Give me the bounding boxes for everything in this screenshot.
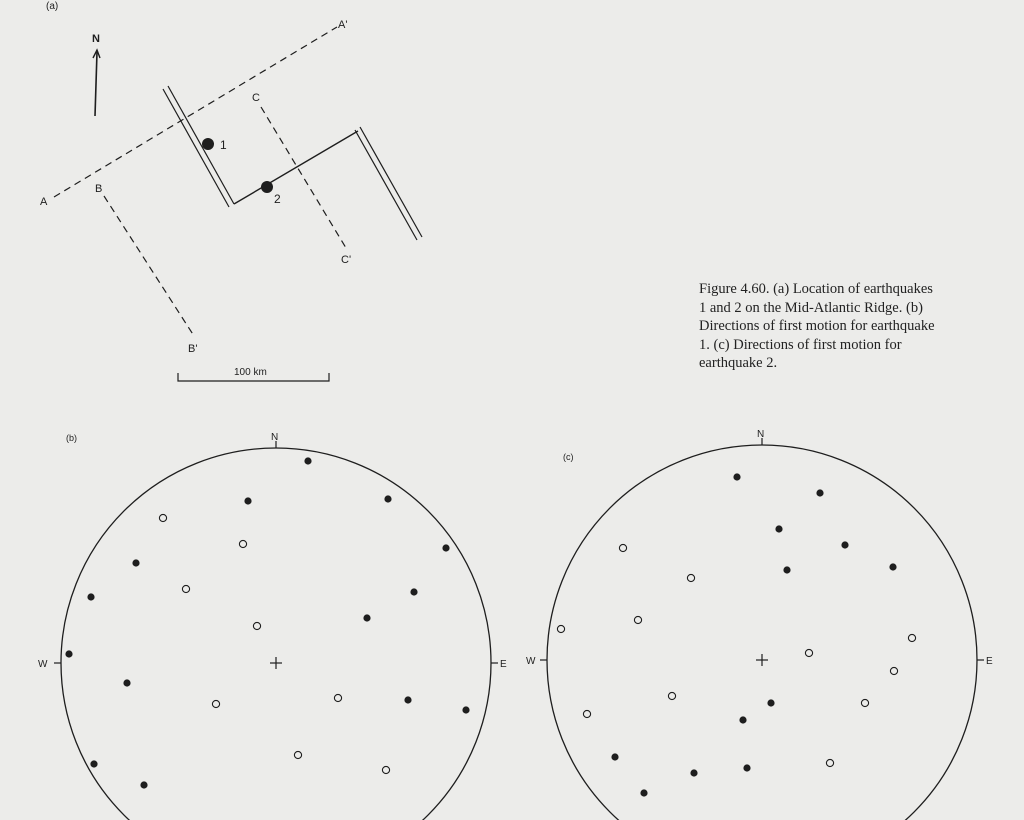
stereonet-c-compression-point <box>640 789 647 796</box>
stereonet-c-circle <box>547 445 977 820</box>
stereonet-c-west-label: W <box>526 656 536 667</box>
stereonet-b-dilatation-point <box>334 694 341 701</box>
stereonet-b-compression-point <box>404 696 411 703</box>
stereonet-b-compression-point <box>410 588 417 595</box>
stereonet-b-circle <box>61 448 491 820</box>
stereonet-b-compression-point <box>65 650 72 657</box>
panel-a-tag: (a) <box>46 1 59 12</box>
earthquake-2-marker <box>261 181 273 193</box>
stereonet-c-compression-point <box>783 566 790 573</box>
stereonet-b-east-label: E <box>500 659 507 670</box>
stereonet-c-points <box>557 473 915 796</box>
stereonet-c-dilatation-point <box>557 625 564 632</box>
north-arrow-icon <box>93 50 100 116</box>
profile-label-b-prime: B' <box>188 343 198 355</box>
stereonet-b-compression-point <box>462 706 469 713</box>
scale-bar-label: 100 km <box>234 367 267 378</box>
stereonet-c-compression-point <box>739 716 746 723</box>
stereonet-c-north-label: N <box>757 429 765 440</box>
stereonet-b-dilatation-point <box>182 585 189 592</box>
stereonet-c-dilatation-point <box>908 634 915 641</box>
panel-b-tag: (b) <box>66 433 77 443</box>
stereonet-c-dilatation-point <box>861 699 868 706</box>
earthquake-1-label: 1 <box>220 138 227 152</box>
panel-c-stereonet <box>526 429 993 820</box>
stereonet-c-compression-point <box>690 769 697 776</box>
stereonet-c-compression-point <box>733 473 740 480</box>
stereonet-b-compression-point <box>384 495 391 502</box>
stereonet-c-compression-point <box>767 699 774 706</box>
caption-line: 1. (c) Directions of first motion for <box>699 336 902 353</box>
caption-line: Directions of first motion for earthquake <box>699 318 935 334</box>
stereonet-c-compression-point <box>816 489 823 496</box>
stereonet-c-dilatation-point <box>668 692 675 699</box>
panel-b-stereonet <box>38 432 507 820</box>
stereonet-b-north-label: N <box>271 432 279 443</box>
stereonet-c-compression-point <box>889 563 896 570</box>
stereonet-b-dilatation-point <box>159 514 166 521</box>
stereonet-b-dilatation-point <box>294 751 301 758</box>
stereonet-b-compression-point <box>87 593 94 600</box>
stereonet-b-compression-point <box>90 760 97 767</box>
north-label: N <box>92 33 100 45</box>
stereonet-c-dilatation-point <box>619 544 626 551</box>
panel-c-tag: (c) <box>563 452 574 462</box>
earthquake-1-marker <box>202 138 214 150</box>
profile-line-bb <box>104 196 194 336</box>
profile-label-a-prime: A' <box>338 19 348 31</box>
panel-a-map <box>40 1 422 381</box>
stereonet-c-east-label: E <box>986 656 993 667</box>
stereonet-b-compression-point <box>244 497 251 504</box>
stereonet-b-dilatation-point <box>212 700 219 707</box>
stereonet-c-dilatation-point <box>687 574 694 581</box>
stereonet-c-dilatation-point <box>583 710 590 717</box>
stereonet-b-compression-point <box>140 781 147 788</box>
stereonet-b-dilatation-point <box>382 766 389 773</box>
stereonet-c-dilatation-point <box>805 649 812 656</box>
profile-label-a: A <box>40 196 48 208</box>
stereonet-b-compression-point <box>304 457 311 464</box>
profile-label-c-prime: C' <box>341 254 352 266</box>
stereonet-b-compression-point <box>123 679 130 686</box>
stereonet-c-center-cross <box>756 654 768 666</box>
stereonet-c-dilatation-point <box>826 759 833 766</box>
stereonet-b-west-label: W <box>38 659 48 670</box>
stereonet-b-compression-point <box>442 544 449 551</box>
stereonet-b-dilatation-point <box>253 622 260 629</box>
stereonet-b-dilatation-point <box>239 540 246 547</box>
earthquake-2-label: 2 <box>274 192 281 206</box>
profile-label-c: C <box>252 92 260 104</box>
stereonet-b-compression-point <box>363 614 370 621</box>
stereonet-c-compression-point <box>743 764 750 771</box>
stereonet-c-compression-point <box>775 525 782 532</box>
stereonet-b-compression-point <box>132 559 139 566</box>
stereonet-b-points <box>65 457 469 788</box>
stereonet-c-dilatation-point <box>634 616 641 623</box>
stereonet-c-compression-point <box>611 753 618 760</box>
figure-caption <box>699 280 999 373</box>
transform-fault <box>234 131 358 204</box>
caption-line: Figure 4.60. (a) Location of earthquakes <box>699 281 933 297</box>
profile-line-cc <box>261 107 346 248</box>
stereonet-c-compression-point <box>841 541 848 548</box>
caption-line: earthquake 2. <box>699 355 778 371</box>
caption-line: 1 and 2 on the Mid-Atlantic Ridge. (b) <box>699 299 923 316</box>
stereonet-b-center-cross <box>270 657 282 669</box>
profile-label-b: B <box>95 183 103 195</box>
stereonet-c-dilatation-point <box>890 667 897 674</box>
ridge-segment-east <box>355 127 422 240</box>
